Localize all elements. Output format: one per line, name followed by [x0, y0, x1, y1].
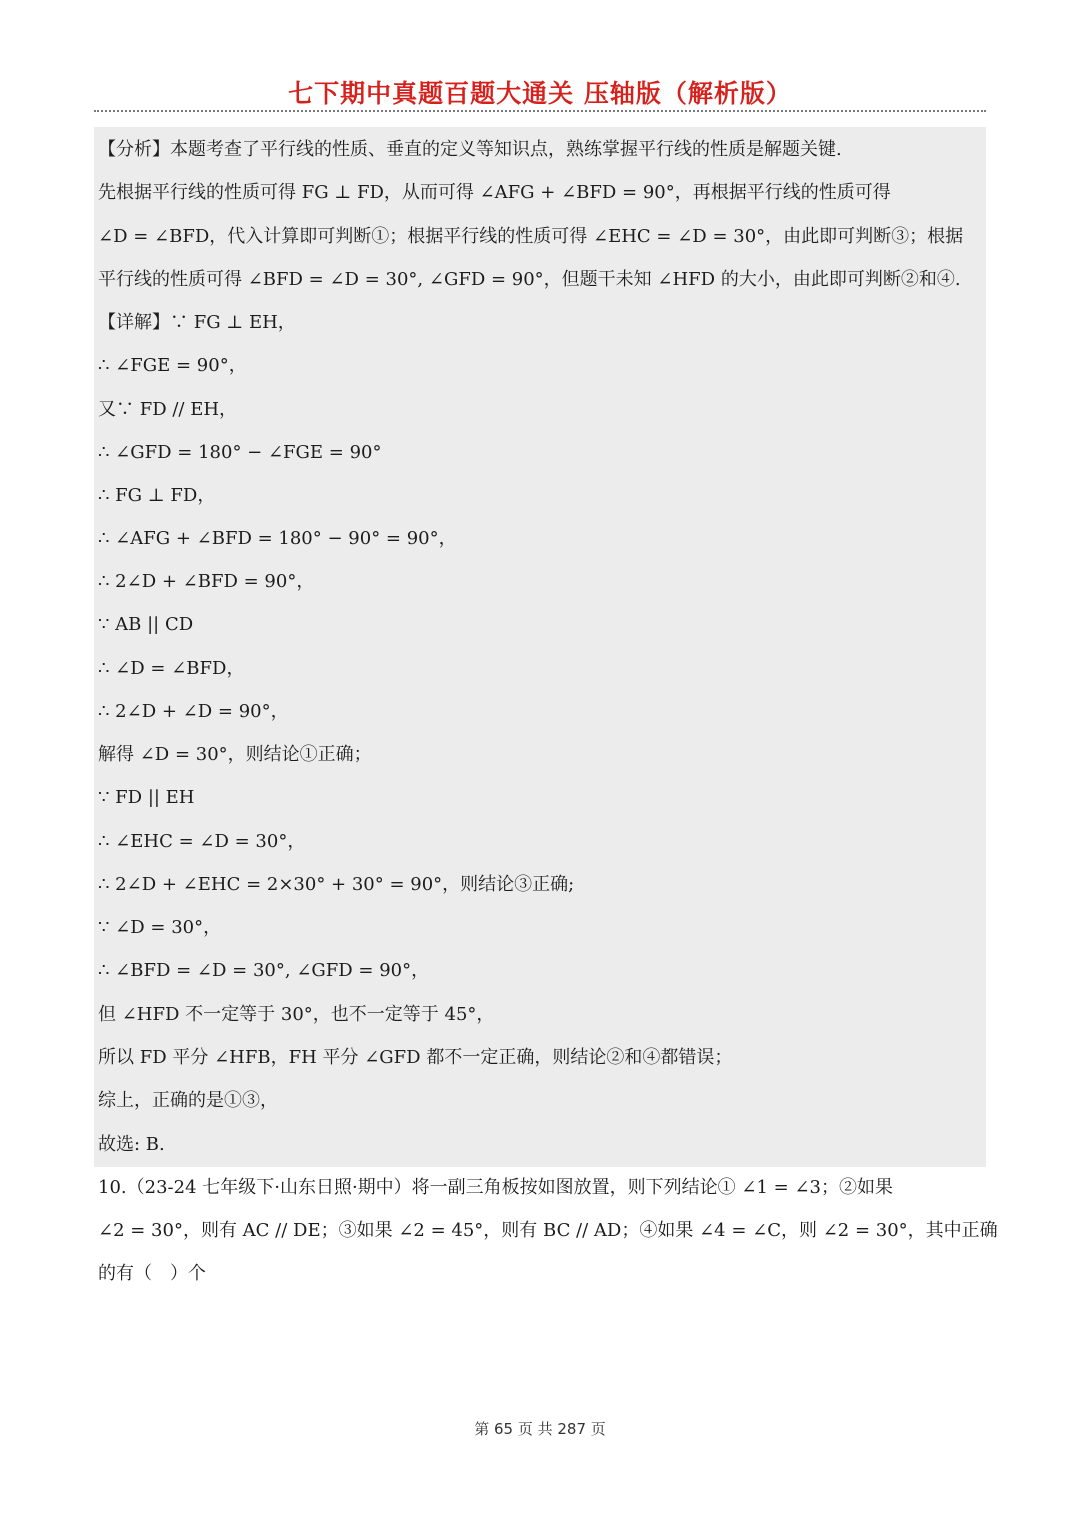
question-line: 10.（23-24 七年级下·山东日照·期中）将一副三角板按如图放置，则下列结论① ∠1 = ∠3；②如果: [98, 1177, 893, 1198]
detail-line: ∴ FG ⊥ FD，: [98, 485, 216, 506]
detail-line: ∴ ∠D = ∠BFD，: [98, 658, 245, 679]
analysis-line: 平行线的性质可得 ∠BFD = ∠D = 30°, ∠GFD = 90°，但题干未知 ∠HFD 的大小，由此即可判断②和④.: [98, 269, 961, 290]
header-divider: [94, 110, 986, 112]
detail-line: 但 ∠HFD 不一定等于 30°，也不一定等于 45°，: [98, 1004, 495, 1025]
detail-line: 解得 ∠D = 30°，则结论①正确；: [98, 744, 372, 765]
detail-line: 【详解】∵ FG ⊥ EH，: [98, 312, 296, 333]
question-line: ∠2 = 30°，则有 AC // DE；③如果 ∠2 = 45°，则有 BC // AD；④如果 ∠4 = ∠C，则 ∠2 = 30°，其中正确: [98, 1220, 998, 1241]
page-number: 第 65 页 共 287 页: [474, 1420, 606, 1438]
question-line: 的有（ ）个: [98, 1263, 206, 1284]
analysis-line: ∠D = ∠BFD，代入计算即可判断①；根据平行线的性质可得 ∠EHC = ∠D = 30°，由此即可判断③；根据: [98, 226, 964, 247]
detail-line: 所以 FD 平分 ∠HFB，FH 平分 ∠GFD 都不一定正确，则结论②和④都错误；: [98, 1047, 733, 1068]
detail-line: ∵ FD || EH: [98, 787, 195, 808]
detail-line: 综上，正确的是①③，: [98, 1090, 278, 1111]
document-header-title: 七下期中真题百题大通关 压轴版（解析版）: [288, 79, 792, 108]
detail-line: 又∵ FD // EH，: [98, 399, 238, 420]
detail-line: ∴ ∠FGE = 90°，: [98, 355, 247, 376]
detail-line: ∴ ∠AFG + ∠BFD = 180° − 90° = 90°，: [98, 528, 457, 549]
detail-line: ∵ ∠D = 30°，: [98, 917, 222, 938]
answer-line: 故选: B.: [98, 1134, 165, 1155]
analysis-line: 【分析】本题考查了平行线的性质、垂直的定义等知识点，熟练掌握平行线的性质是解题关键.: [98, 139, 842, 160]
detail-line: ∴ ∠BFD = ∠D = 30°, ∠GFD = 90°，: [98, 960, 430, 981]
detail-line: ∴ ∠EHC = ∠D = 30°，: [98, 831, 306, 852]
detail-line: ∴ 2∠D + ∠EHC = 2×30° + 30° = 90°，则结论③正确;: [98, 874, 575, 895]
detail-line: ∴ 2∠D + ∠BFD = 90°，: [98, 571, 315, 592]
detail-line: ∴ 2∠D + ∠D = 90°，: [98, 701, 289, 722]
detail-line: ∴ ∠GFD = 180° − ∠FGE = 90°: [98, 442, 382, 463]
detail-line: ∵ AB || CD: [98, 614, 194, 635]
analysis-line: 先根据平行线的性质可得 FG ⊥ FD，从而可得 ∠AFG + ∠BFD = 90°，再根据平行线的性质可得: [98, 182, 891, 203]
